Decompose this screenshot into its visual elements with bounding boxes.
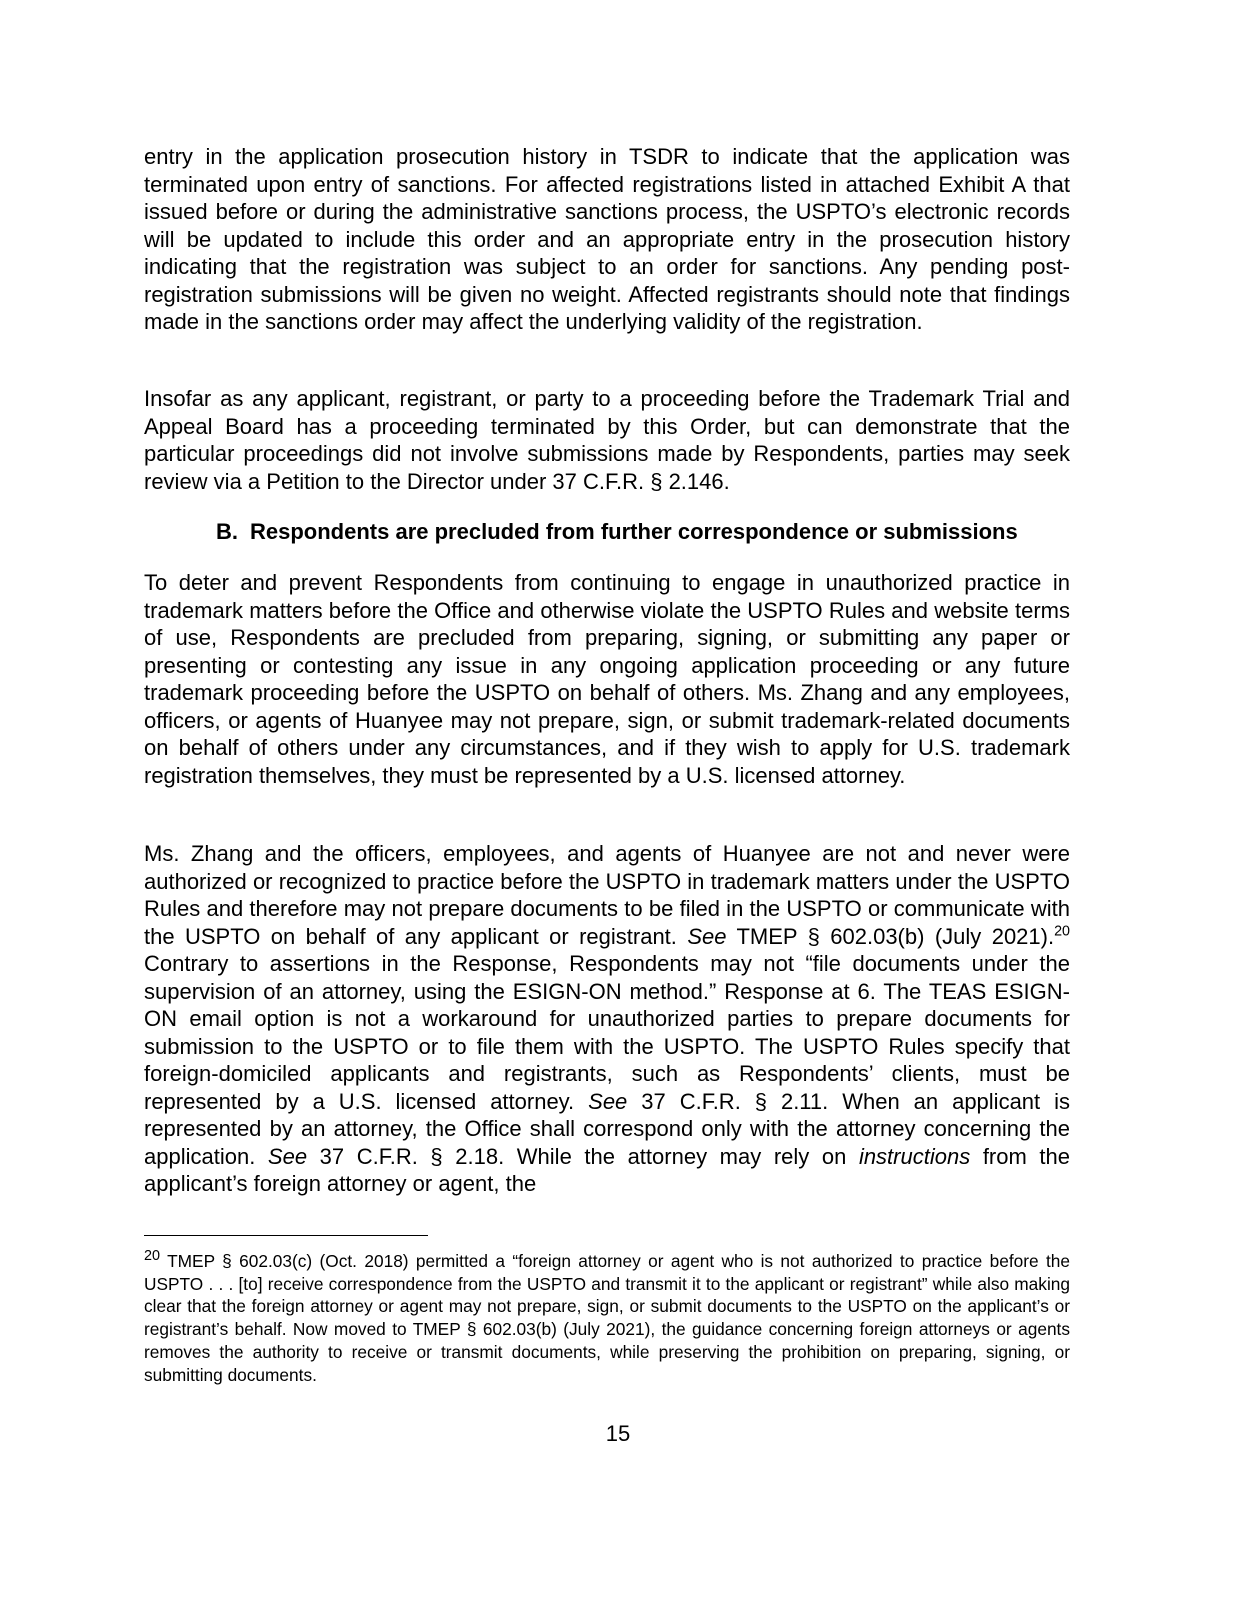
footnote-number: 20 <box>144 1248 161 1264</box>
emphasized-word: instructions <box>858 1143 971 1169</box>
paragraph-4-text-6: from the applicant’s foreign attorney or agent, the <box>144 1143 1070 1196</box>
footnote-separator <box>144 1235 428 1236</box>
footnote-text: TMEP § 602.03(c) (Oct. 2018) permitted a “foreign attorney or agent who is not authorized to practice before the USPTO . . . [to] receive correspondence from the USPTO and transmit it to the applicant or registrant” while also making clear that the foreign attorney or agent may not prepare, sign, or submit documents to the USPTO on the applicant’s or registrant’s behalf. Now moved to TMEP § 602.03(b) (July 2021), the guidance concerning foreign attorneys or agents removes the authority to receive or transmit documents, while preserving the prohibition on preparing, signing, or submitting documents. <box>144 1250 1070 1385</box>
footnote-reference[interactable]: 20 <box>1054 923 1070 940</box>
paragraph-4-text-2: TMEP § 602.03(b) (July 2021). <box>726 923 1055 949</box>
body-paragraph-3: To deter and prevent Respondents from continuing to engage in unauthorized practice in trademark matters before the Office and otherwise violate the USPTO Rules and website terms of use, Respondents are precluded from preparing, signing, or submitting any paper or presenting or contesting any issue in any ongoing application proceeding or any future trademark proceeding before the USPTO on behalf of others. Ms. Zhang and any employees, officers, or agents of Huanyee may not prepare, sign, or submit trademark-related documents on behalf of others under any circumstances, and if they wish to apply for U.S. trademark registration themselves, they must be represented by a U.S. licensed attorney. <box>144 570 1070 788</box>
page-number: 15 <box>605 1421 631 1446</box>
body-paragraph-2: Insofar as any applicant, registrant, or party to a proceeding before the Trademark Trial and Appeal Board has a proceeding terminated by this Order, but can demonstrate that the particular proceedings did not involve submissions made by Respondents, parties may seek review via a Petition to the Director under 37 C.F.R. § 2.146. <box>144 386 1070 494</box>
body-paragraph-1: entry in the application prosecution history in TSDR to indicate that the application was terminated upon entry of sanctions. For affected registrations listed in attached Exhibit A that issued before or during the administrative sanctions process, the USPTO’s electronic records will be updated to include this order and an appropriate entry in the prosecution history indicating that the registration was subject to an order for sanctions. Any pending post-registration submissions will be given no weight. Affected registrants should note that findings made in the sanctions order may affect the underlying validity of the registration. <box>144 144 1070 334</box>
citation-signal: See <box>687 923 727 949</box>
body-paragraph-4 <box>144 840 1070 1198</box>
section-heading <box>216 518 1076 546</box>
citation-signal: See <box>588 1088 628 1114</box>
paragraph-4-text-1: Ms. Zhang and the officers, employees, and agents of Huanyee are not and never were authorized or recognized to practice before the USPTO in trademark matters under the USPTO Rules and therefore may not prepare documents to be filed in the USPTO or communicate with the USPTO on behalf of any applicant or registrant. <box>144 841 1070 949</box>
section-heading-label: B. <box>216 519 238 544</box>
paragraph-4-text-3: Contrary to assertions in the Response, Respondents may not “file documents under the supervision of an attorney, using the ESIGN-ON method.” Response at 6. The TEAS ESIGN-ON email option is not a workaround for unauthorized parties to prepare documents for submission to the USPTO or to file them with the USPTO. The USPTO Rules specify that foreign-domiciled applicants and registrants, such as Respondents’ clients, must be represented by a U.S. licensed attorney. <box>144 951 1070 1114</box>
paragraph-4-text-5: 37 C.F.R. § 2.18. While the attorney may rely on <box>307 1143 859 1169</box>
paragraph-4-text-4: 37 C.F.R. § 2.11. When an applicant is represented by an attorney, the Office shall correspond only with the attorney concerning the application. <box>144 1088 1070 1169</box>
section-heading-text: Respondents are precluded from further correspondence or submissions <box>250 519 1018 544</box>
citation-signal: See <box>267 1143 308 1169</box>
footnote <box>144 1245 1070 1387</box>
